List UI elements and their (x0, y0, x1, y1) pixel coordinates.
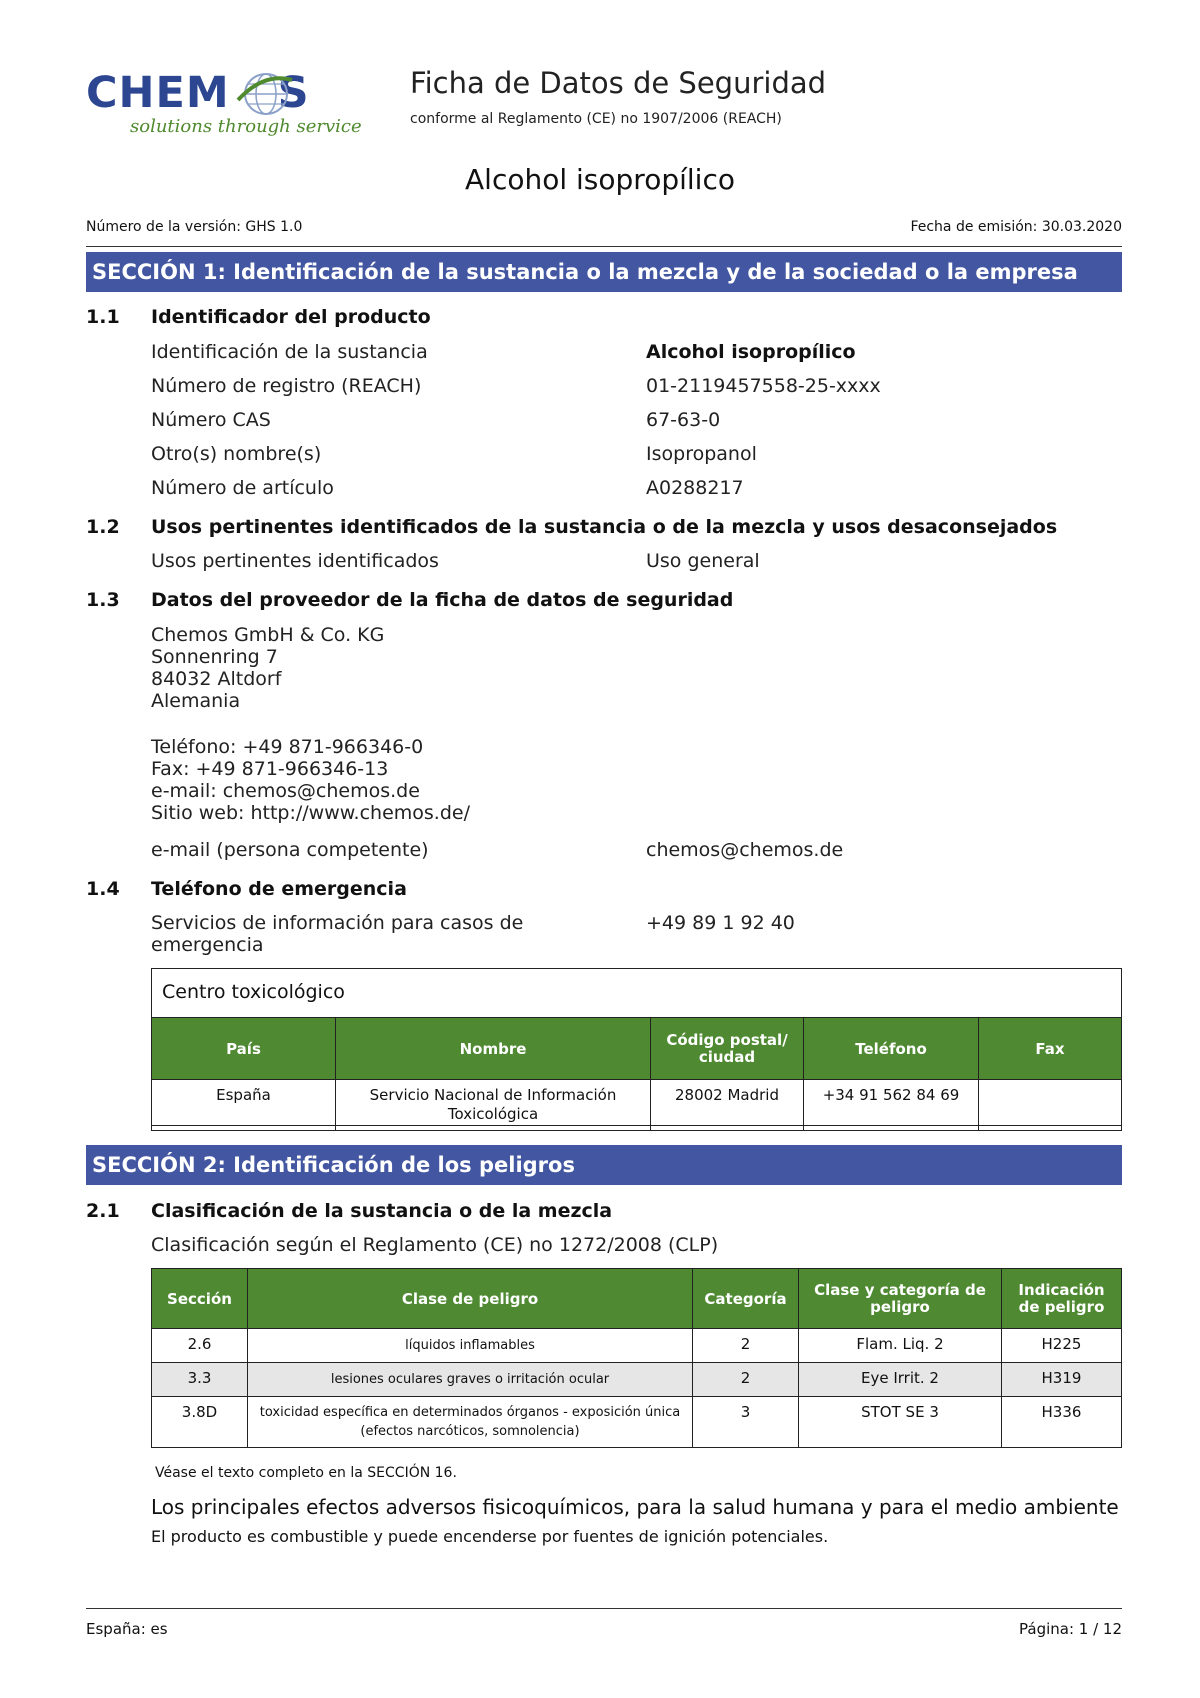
supplier-city: 84032 Altdorf (151, 668, 282, 690)
header-divider (86, 246, 1122, 247)
document-title: Ficha de Datos de Seguridad (410, 66, 827, 100)
supplier-street: Sonnenring 7 (151, 646, 278, 668)
table-row (152, 1080, 1122, 1131)
adverse-effects-title: Los principales efectos adversos fisicoquímicos, para la salud humana y para el medio ambiente (151, 1495, 1119, 1519)
classification-subtitle: Clasificación según el Reglamento (CE) no 1272/2008 (CLP) (151, 1234, 719, 1256)
table-cell: 2 (693, 1329, 799, 1363)
table-header: Indicación de peligro (1002, 1269, 1122, 1329)
table-note: Véase el texto completo en la SECCIÓN 16. (155, 1465, 457, 1481)
table-header: País (152, 1018, 336, 1080)
table-header: Fax (979, 1018, 1122, 1080)
field-label: Otro(s) nombre(s) (151, 443, 322, 465)
supplier-fax: Fax: +49 871-966346-13 (151, 758, 389, 780)
supplier-phone: Teléfono: +49 871-966346-0 (151, 736, 424, 758)
section-1-header: SECCIÓN 1: Identificación de la sustancia o la mezcla y de la sociedad o la empresa (86, 252, 1122, 292)
issue-date: Fecha de emisión: 30.03.2020 (910, 219, 1122, 235)
supplier-website: Sitio web: http://www.chemos.de/ (151, 802, 470, 824)
subsection-title: Identificador del producto (151, 306, 431, 328)
table-cell: H319 (1002, 1363, 1122, 1397)
subsection-title: Teléfono de emergencia (151, 878, 407, 900)
subsection-number: 1.3 (86, 589, 120, 611)
table-cell: 2.6 (152, 1329, 248, 1363)
field-value: +49 89 1 92 40 (646, 912, 795, 934)
supplier-country: Alemania (151, 690, 241, 712)
supplier-name: Chemos GmbH & Co. KG (151, 624, 385, 646)
section-2-header: SECCIÓN 2: Identificación de los peligros (86, 1145, 1122, 1185)
table-cell (979, 1080, 1122, 1131)
field-label: Servicios de información para casos de (151, 912, 524, 934)
logo-tagline: solutions through service (130, 116, 362, 137)
subsection-title: Clasificación de la sustancia o de la mezcla (151, 1200, 613, 1222)
field-label: Número CAS (151, 409, 271, 431)
table-cell: H336 (1002, 1397, 1122, 1448)
table-cell: STOT SE 3 (799, 1397, 1002, 1448)
table-header: Clase y categoría de peligro (799, 1269, 1002, 1329)
table-header: Clase de peligro (248, 1269, 693, 1329)
table-row (152, 1329, 1122, 1363)
subsection-number: 1.1 (86, 306, 120, 328)
table-header: Sección (152, 1269, 248, 1329)
hazard-classification-table (151, 1268, 1122, 1448)
page-number: Página: 1 / 12 (1019, 1620, 1122, 1638)
field-value: A0288217 (646, 477, 744, 499)
table-cell: Servicio Nacional de Información Toxicológica (336, 1080, 651, 1131)
subsection-title: Usos pertinentes identificados de la sustancia o de la mezcla y usos desaconsejados (151, 516, 1058, 538)
subsection-number: 1.2 (86, 516, 120, 538)
table-cell: H225 (1002, 1329, 1122, 1363)
subsection-number: 1.4 (86, 878, 120, 900)
table-row (152, 1363, 1122, 1397)
field-label: emergencia (151, 934, 264, 956)
poison-center-title: Centro toxicológico (162, 981, 345, 1003)
table-cell: 2 (693, 1363, 799, 1397)
field-value: chemos@chemos.de (646, 839, 844, 861)
subsection-title: Datos del proveedor de la ficha de datos de seguridad (151, 589, 734, 611)
field-label: e-mail (persona competente) (151, 839, 429, 861)
table-cell: toxicidad específica en determinados órganos - exposición única (efectos narcóticos, somnolencia) (248, 1397, 693, 1448)
table-header: Nombre (336, 1018, 651, 1080)
field-value: 01-2119457558-25-xxxx (646, 375, 881, 397)
poison-center-box (151, 968, 1122, 1126)
table-cell: 3.3 (152, 1363, 248, 1397)
subsection-number: 2.1 (86, 1200, 120, 1222)
document-subtitle: conforme al Reglamento (CE) no 1907/2006 (REACH) (410, 111, 782, 127)
table-cell: 3 (693, 1397, 799, 1448)
table-cell: lesiones oculares graves o irritación ocular (248, 1363, 693, 1397)
table-cell: España (152, 1080, 336, 1131)
field-label: Número de registro (REACH) (151, 375, 422, 397)
field-value: Uso general (646, 550, 760, 572)
table-cell: +34 91 562 84 69 (804, 1080, 979, 1131)
table-header: Teléfono (804, 1018, 979, 1080)
company-logo (86, 68, 362, 148)
table-cell: 28002 Madrid (651, 1080, 804, 1131)
poison-center-table (151, 1017, 1122, 1131)
table-cell: 3.8D (152, 1397, 248, 1448)
table-header: Categoría (693, 1269, 799, 1329)
version-number: Número de la versión: GHS 1.0 (86, 219, 303, 235)
logo-wordmark: CHEM S (86, 68, 310, 118)
table-cell: líquidos inflamables (248, 1329, 693, 1363)
supplier-email: e-mail: chemos@chemos.de (151, 780, 420, 802)
table-header: Código postal/ ciudad (651, 1018, 804, 1080)
field-value: Isopropanol (646, 443, 757, 465)
field-label: Número de artículo (151, 477, 334, 499)
footer-locale: España: es (86, 1620, 168, 1638)
product-title: Alcohol isopropílico (465, 163, 735, 196)
table-row (152, 1397, 1122, 1448)
field-value: 67-63-0 (646, 409, 721, 431)
globe-icon (236, 70, 294, 116)
field-label: Identificación de la sustancia (151, 341, 428, 363)
table-cell: Flam. Liq. 2 (799, 1329, 1002, 1363)
footer-divider (86, 1608, 1122, 1609)
field-label: Usos pertinentes identificados (151, 550, 439, 572)
field-value: Alcohol isopropílico (646, 341, 856, 363)
table-cell: Eye Irrit. 2 (799, 1363, 1002, 1397)
adverse-effects-text: El producto es combustible y puede encenderse por fuentes de ignición potenciales. (151, 1527, 829, 1546)
